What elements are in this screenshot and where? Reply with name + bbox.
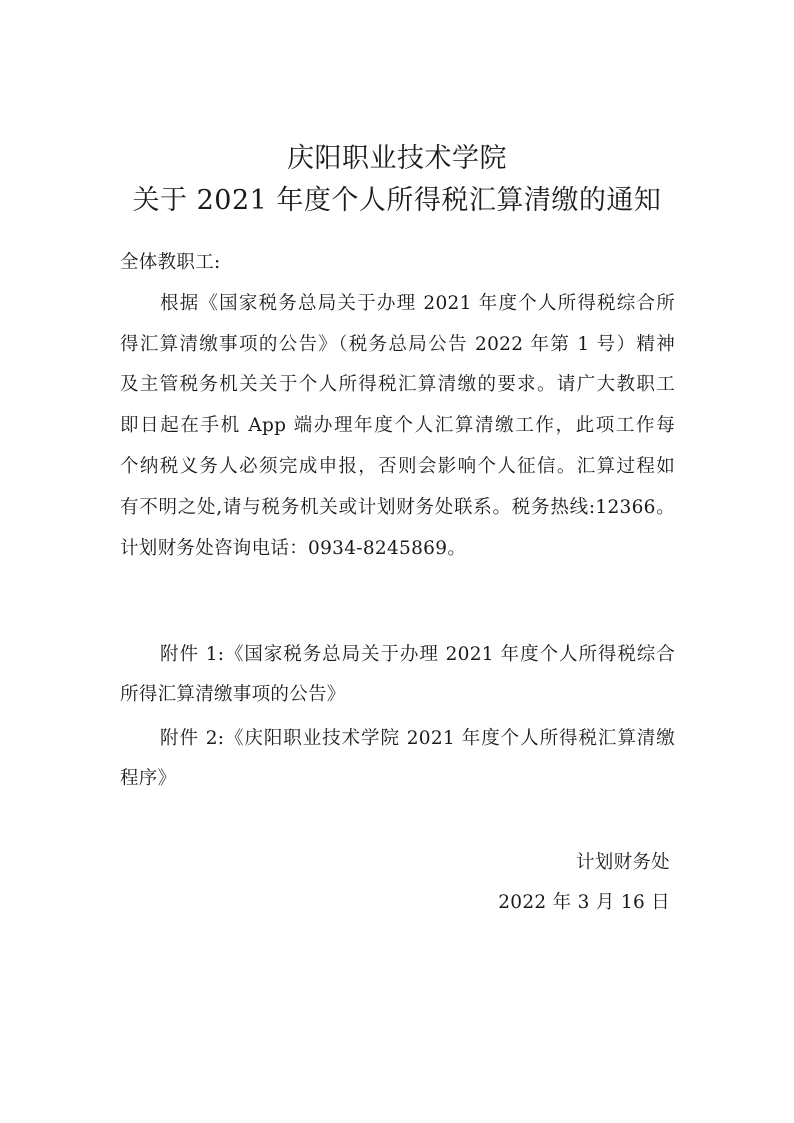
attachment-2-line: 程序》	[120, 768, 177, 789]
attachment-2-line: 附件 2:《庆阳职业技术学院 2021 年度个人所得税汇算清缴	[160, 728, 675, 749]
notice-title-line-2: 关于 2021 年度个人所得税汇算清缴的通知	[132, 185, 662, 216]
body-line: 根据《国家税务总局关于办理 2021 年度个人所得税综合所	[160, 293, 675, 314]
body-line: 个纳税义务人必须完成申报，否则会影响个人征信。汇算过程如	[120, 456, 675, 477]
notice-title-line-1: 庆阳职业技术学院	[287, 143, 507, 174]
body-line: 有不明之处,请与税务机关或计划财务处联系。税务热线:12366。	[120, 497, 675, 518]
attachment-1-line: 所得汇算清缴事项的公告》	[120, 684, 346, 705]
salutation: 全体教职工:	[120, 252, 221, 273]
body-line: 即日起在手机 App 端办理年度个人汇算清缴工作，此项工作每	[120, 415, 675, 436]
body-line: 计划财务处咨询电话：0934-8245869。	[120, 538, 467, 559]
signature-date: 2022 年 3 月 16 日	[498, 892, 670, 913]
signature-org: 计划财务处	[575, 852, 670, 873]
attachment-1-line: 附件 1:《国家税务总局关于办理 2021 年度个人所得税综合	[160, 644, 675, 665]
body-line: 及主管税务机关关于个人所得税汇算清缴的要求。请广大教职工	[120, 374, 675, 395]
body-line: 得汇算清缴事项的公告》（税务总局公告 2022 年第 1 号）精神	[120, 334, 675, 355]
